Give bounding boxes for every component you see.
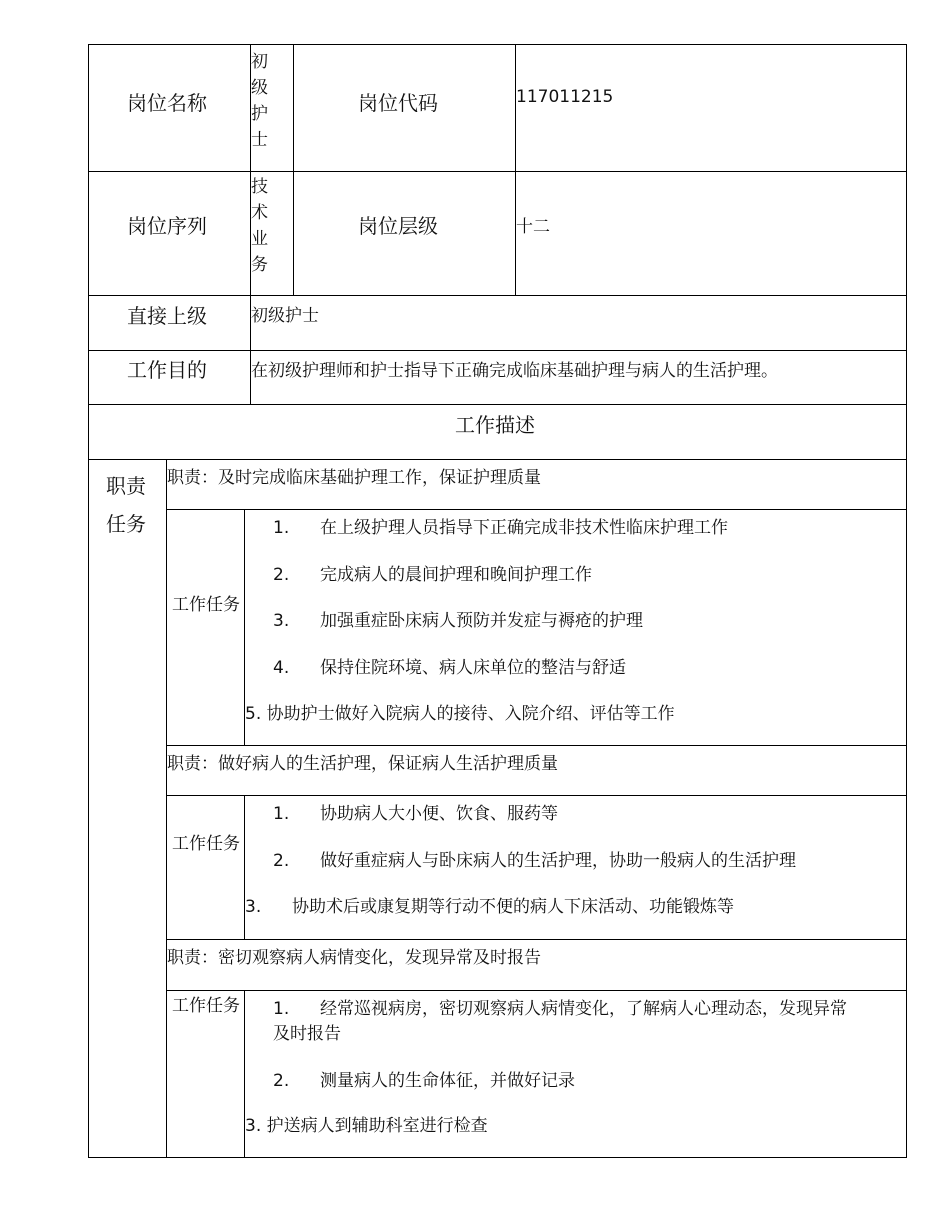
task-item [245, 892, 734, 917]
task-label-cell-3 [166, 990, 245, 1158]
task-item [273, 846, 796, 871]
level-value-cell [515, 171, 907, 296]
code-label-cell [293, 44, 516, 172]
task-item [273, 1066, 575, 1091]
purpose-label-cell [88, 350, 251, 405]
task-number: 3. [273, 611, 290, 631]
task-text: 保持住院环境、病人床单位的整洁与舒适 [320, 658, 626, 678]
task-text: 协助病人大小便、饮食、服药等 [320, 804, 558, 824]
series-label: 岗位序列 [127, 214, 207, 238]
duty-row-2 [166, 745, 907, 796]
series-label-cell [88, 171, 251, 296]
duties-label-line1: 职责 [106, 474, 146, 498]
task-text: 3. 护送病人到辅助科室进行检查 [245, 1116, 488, 1136]
task-list-cell-3 [244, 990, 907, 1158]
task-text: 完成病人的晨间护理和晚间护理工作 [320, 565, 592, 585]
task-text: 加强重症卧床病人预防并发症与褥疮的护理 [320, 611, 643, 631]
task-number: 2. [273, 1071, 290, 1091]
description-title-cell [88, 404, 907, 460]
task-number: 1. [273, 804, 290, 824]
task-text: 经常巡视病房，密切观察病人病情变化，了解病人心理动态，发现异常 [320, 999, 847, 1019]
description-title: 工作描述 [455, 413, 535, 437]
task-label-cell-1 [166, 509, 245, 746]
level-label-cell [293, 171, 516, 296]
task-item [273, 994, 847, 1019]
task-text-continuation: 及时报告 [273, 1024, 341, 1044]
duty-text-3: 职责：密切观察病人病情变化，发现异常及时报告 [167, 948, 541, 968]
superior-label-cell [88, 295, 251, 351]
purpose-value-cell [250, 350, 907, 405]
task-item-continuation [273, 1019, 341, 1044]
task-number: 1. [273, 518, 290, 538]
task-item [273, 606, 643, 631]
task-label-3: 工作任务 [172, 996, 240, 1016]
duty-text-1: 职责：及时完成临床基础护理工作，保证护理质量 [167, 468, 541, 488]
level-label: 岗位层级 [358, 214, 438, 238]
task-item [245, 699, 675, 724]
task-number: 2. [273, 851, 290, 871]
task-label-cell-2 [166, 795, 245, 940]
task-item [273, 513, 728, 538]
series-value: 技术业务 [251, 177, 268, 275]
duty-row-1 [166, 459, 907, 510]
task-number: 3. [245, 897, 262, 917]
duties-label-cell [88, 459, 167, 1158]
duties-label-line2: 任务 [106, 512, 146, 536]
purpose-label: 工作目的 [127, 358, 207, 382]
task-item [273, 653, 626, 678]
series-value-cell [250, 171, 294, 296]
name-label-cell [88, 44, 251, 172]
task-item [273, 560, 592, 585]
task-number: 2. [273, 565, 290, 585]
superior-value: 初级护士 [251, 306, 319, 326]
task-item [245, 1111, 488, 1136]
task-text: 在上级护理人员指导下正确完成非技术性临床护理工作 [320, 518, 728, 538]
task-list-cell-2 [244, 795, 907, 940]
task-number: 1. [273, 999, 290, 1019]
name-value: 初级护士 [251, 52, 268, 150]
name-label: 岗位名称 [127, 91, 207, 115]
task-text: 做好重症病人与卧床病人的生活护理，协助一般病人的生活护理 [320, 851, 796, 871]
task-list-cell-1 [244, 509, 907, 746]
code-value-cell [515, 44, 907, 172]
name-value-cell [250, 44, 294, 172]
task-text: 5. 协助护士做好入院病人的接待、入院介绍、评估等工作 [245, 704, 675, 724]
superior-label: 直接上级 [127, 304, 207, 328]
level-value: 十二 [516, 217, 550, 237]
task-label-2: 工作任务 [172, 834, 240, 854]
code-value: 117011215 [516, 87, 614, 107]
task-label-1: 工作任务 [172, 595, 240, 615]
task-number: 4. [273, 658, 290, 678]
code-label: 岗位代码 [358, 91, 438, 115]
purpose-value: 在初级护理师和护士指导下正确完成临床基础护理与病人的生活护理。 [251, 361, 778, 381]
duty-row-3 [166, 939, 907, 991]
duty-text-2: 职责：做好病人的生活护理，保证病人生活护理质量 [167, 754, 558, 774]
task-text: 协助术后或康复期等行动不便的病人下床活动、功能锻炼等 [292, 897, 734, 917]
task-item [273, 799, 558, 824]
superior-value-cell [250, 295, 907, 351]
task-text: 测量病人的生命体征，并做好记录 [320, 1071, 575, 1091]
